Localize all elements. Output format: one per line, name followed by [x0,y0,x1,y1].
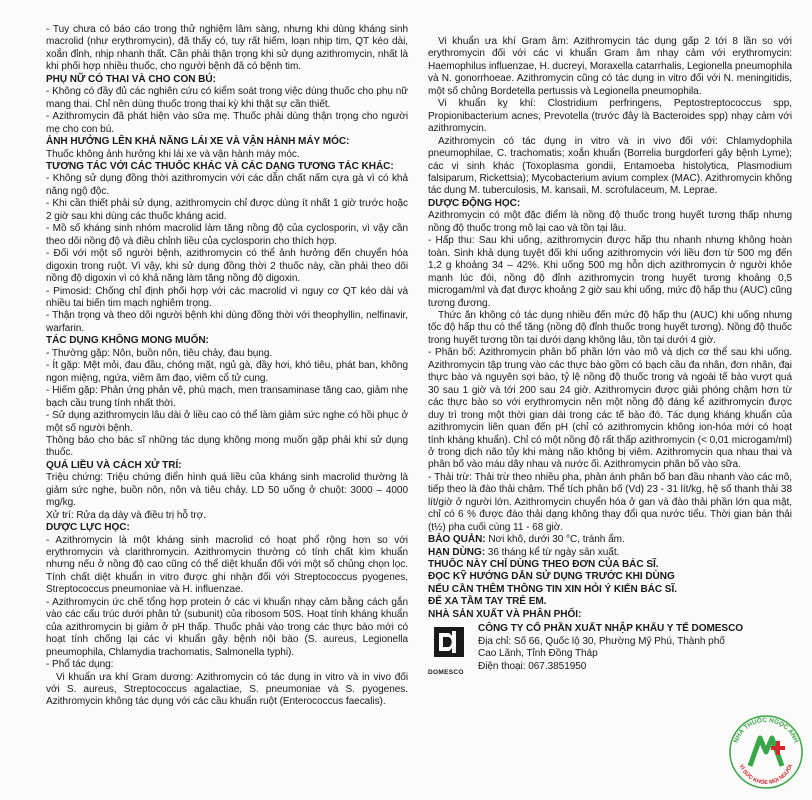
section-heading: TÁC DỤNG KHÔNG MONG MUỐN: [46,335,209,347]
body-paragraph: Thuốc không ảnh hưởng khi lái xe và vận hành máy móc. [46,148,300,160]
line-text: Nơi khô, dưới 30 °C, tránh ẩm. [485,534,625,546]
body-paragraph: - Không có đầy đủ các nghiên cứu có kiểm soát trong việc dùng thuốc cho phụ nữ mang thai. Chỉ nên dùng thuốc trong thai kỳ khi thật sự cần thiết. [46,86,408,110]
section-heading: NẾU CẦN THÊM THÔNG TIN XIN HỎI Ý KIẾN BÁC SĨ. [428,583,677,595]
section-heading: DƯỢC ĐỘNG HỌC: [428,197,521,209]
labeled-line [428,534,792,546]
body-paragraph: - Không sử dụng đồng thời azithromycin với các dẫn chất nấm cựa gà vì có khả năng ngộ độc. [46,173,408,197]
section-heading: NHÀ SẢN XUẤT VÀ PHÂN PHỐI: [428,608,582,620]
body-paragraph: - Hấp thu: Sau khi uống, azithromycin được hấp thu nhanh nhưng không hoàn toàn. Sinh khả dụng tuyệt đối khi uống azithromycin với liều đơn từ 500 mg đến 1,2 g khoảng 34 – 42%. Khi uống 500 mg hỗn dịch azithromycin ở người khỏe mạnh lúc đói, nồng độ đỉnh azithromycin trong huyết tương khoảng 0,5 microgam/ml và đạt được khoảng 2 giờ sau khi uống, mức độ hấp thu (AUC) cũng tương đương. [428,235,792,309]
right-column [428,36,792,687]
body-paragraph: Xử trí: Rửa dạ dày và điều trị hỗ trợ. [46,509,206,521]
body-paragraph: - Azithromycin đã phát hiện vào sữa mẹ. Thuốc phải dùng thận trọng cho người mẹ cho con bú. [46,111,408,135]
body-paragraph: Vi khuẩn ưa khí Gram dương: Azithromycin có tác dụng in vitro và in vivo đối với S. aureus, Streptococcus agalactiae, S. pneumoniae và S. pyogenes. Azithromycin không tác dụng với các cầu khuẩn ruột (Enterococcus faecalis). [46,671,408,708]
section-heading: THUỐC NÀY CHỈ DÙNG THEO ĐƠN CỦA BÁC SĨ. [428,559,659,571]
body-paragraph: Thông báo cho bác sĩ những tác dụng không mong muốn gặp phải khi sử dụng thuốc. [46,434,408,459]
line-label: HẠN DÙNG: [428,546,486,558]
body-paragraph: - Phổ tác dụng: [46,659,114,671]
body-paragraph: - Pimosid: Chống chỉ định phối hợp với các macrolid vì nguy cơ QT kéo dài và nhiều tai biến tim mạch nghiêm trọng. [46,285,408,309]
company-name: CÔNG TY CỔ PHẦN XUẤT NHẬP KHẨU Y TẾ DOMESCO [478,623,744,635]
logo-caption: DOMESCO [428,669,464,677]
section-heading: DƯỢC LỰC HỌC: [46,522,130,534]
body-paragraph: Triệu chứng: Triệu chứng điển hình quá liều của kháng sinh macrolid thường là giảm sức nghe, buồn nôn, nôn và tiêu chảy. LD 50 uống ở chuột: 3000 – 4000 mg/kg. [46,472,408,509]
manufacturer-block [428,623,792,687]
body-paragraph: - Azithromycin ức chế tổng hợp protein ở các vi khuẩn nhạy cảm bằng cách gắn vào các cấu trúc dưới phân tử (subunit) của ribosom 50S. Hoạt tính kháng khuẩn của azithromycin bị giảm ở pH thấp. Thuốc phải vào trong các thực bào mới có hoạt tính chống lại các vi khuẩn gây bệnh nội bào (S. aureus, Legionella pneumophila, Chlamydia trachomatis, Salmonella typhi). [46,596,408,658]
section-heading: TƯƠNG TÁC VỚI CÁC THUỐC KHÁC VÀ CÁC DẠNG TƯƠNG TÁC KHÁC: [46,160,394,172]
body-paragraph: - Thường gặp: Nôn, buồn nôn, tiêu chảy, đau bụng. [46,347,273,359]
watermark-bottom-text: VÌ SỨC KHỎE MỌI NGƯỜI [737,763,795,787]
body-paragraph: Azithromycin có tác dụng in vitro và in vivo đối với: Chlamydophila pneumophilae, C. trachomatis; xoắn khuẩn (Borrelia burgdorferi gây bệnh Lyme); các vi sinh khác (Toxoplasma gondii, Entamoeba histolytica, Plasmodium falsiparum, Rickettsia); Mycobacterium avium complex (MAC). Azithromycin không tác dụng M. tuberculosis, M. kansaii, M. scrofulaceum, M. Leprae. [428,135,792,197]
body-paragraph: Vi khuẩn ưa khí Gram âm: Azithromycin tác dụng gấp 2 tới 8 lần so với erythromycin đối với các vi khuẩn Gram âm nhạy cảm với erythromycin: Haemophilus influenzae, H. ducreyi, Moraxella catarrhalis, Legionella pneumophila và N. gonorrhoeae. Azithromycin cũng có tác dụng in vitro đối với N. meningitidis, một số chủng Bordetella pertussis và Legionella pneumophila. [428,36,792,97]
section-heading: PHỤ NỮ CÓ THAI VÀ CHO CON BÚ: [46,73,216,85]
section-heading: ĐỂ XA TẦM TAY TRẺ EM. [428,596,547,608]
pharmacy-watermark-seal [726,712,806,792]
line-label: BẢO QUẢN: [428,534,486,546]
labeled-line [428,547,792,559]
body-paragraph: - Khi cần thiết phải sử dụng, azithromycin chỉ được dùng ít nhất 1 giờ trước hoặc 2 giờ sau khi dùng các thuốc kháng acid. [46,198,408,222]
body-paragraph: - Phân bố: Azithromycin phân bố phần lớn vào mô và dịch cơ thể sau khi uống. Azithromycin tập trung vào các thực bào gồm có bạch cầu đa nhân, đơn nhân, đại thực bào và nguyên sợi bào, tỷ lệ nồng độ thuốc trong và ngoài tế bào vượt quá 30 sau 1 giờ và tới 200 sau 24 giờ. Azithromycin được giải phóng chậm hơn từ các thực bào so với erythromycin nên một nồng độ đáng kể azithromycin được duy trì trong một thời gian dài trong các tế bào đó. Tác dụng kháng khuẩn của azithromycin liên quan đến pH (chỉ có azithromycin không ion-hóa mới có hoạt tính kháng khuẩn). Chỉ có một nồng độ rất thấp azithromycin (< 0,01 microgam/ml) ở trong dịch não tủy khi màng não không bị viêm. Azithromycin qua nhau thai và phân bố vào máu dây nhau và nước ối. Azithromycin phân bố vào sữa. [428,347,792,471]
body-paragraph: - Đối với một số người bệnh, azithromycin có thể ảnh hưởng đến chuyển hóa digoxin trong ruột. Vì vậy, khi sử dụng đồng thời 2 thuốc này, cần phải theo dõi nồng độ digoxin vì có khả năng làm tăng nồng độ digoxin. [46,248,408,285]
body-paragraph: - Thải trừ: Thải trừ theo nhiều pha, phản ánh phân bố ban đầu nhanh vào các mô, tiếp theo là đào thải chậm. Thể tích phân bố (Vd) 23 - 31 lít/kg, hệ số thanh thải 38 lít/giờ ở người lớn. Azithromycin chuyển hóa ở gan và đào thải phần lớn qua mật, chỉ có 6 % được đào thải dạng không thay đổi qua nước tiểu. Thời gian bán thải (t½) pha cuối cùng 11 - 68 giờ. [428,471,792,533]
watermark-top-text: NHÀ THUỐC NGỌC ANH [732,716,800,744]
company-address-line-2: Cao Lãnh, Tỉnh Đồng Tháp [478,648,598,660]
body-paragraph: - Sử dụng azithromycin lâu dài ở liều cao có thể làm giảm sức nghe có hồi phục ở một số người bệnh. [46,410,408,434]
section-heading: ẢNH HƯỞNG LÊN KHẢ NĂNG LÁI XE VÀ VẬN HÀNH MÁY MÓC: [46,136,350,148]
body-paragraph: - Tuy chưa có báo cáo trong thử nghiệm lâm sàng, nhưng khi dùng kháng sinh macrolid (như erythromycin), đã thấy có, tuy rất hiếm, loạn nhịp tim, QT kéo dài, xoắn đỉnh, nhịp nhanh thất. Cần phải thận trọng khi sử dụng azithromycin, nhất là khi phối hợp nhiều thuốc, cho người bệnh đã có bệnh tim. [46,24,408,73]
body-paragraph: Vi khuẩn kỵ khí: Clostridium perfringens, Peptostreptococcus spp, Propionibacterium acnes, Prevotella (trước đây là Bacteroides spp) nhạy cảm với azithromycin. [428,98,792,135]
body-paragraph: - Azithromycin là một kháng sinh macrolid có hoạt phổ rộng hơn so với erythromycin và clarithromycin. Azithromycin thường có tính chất kìm khuẩn nhưng nếu ở nồng độ cao cũng có thể diệt khuẩn đối với một số chủng chọn lọc. Tính chất diệt khuẩn in vitro được ghi nhận đối với Streptococcus pyogenes, Streptococcus pneumoniae và H. influenzae. [46,534,408,596]
svg-text:NHÀ THUỐC NGỌC ANH [733,714,800,744]
left-column [46,24,408,709]
company-address-line-1: Địa chỉ: Số 66, Quốc lộ 30, Phường Mỹ Phú, Thành phố [478,635,725,647]
line-text: 36 tháng kể từ ngày sản xuất. [485,546,620,558]
company-phone: Điện thoại: 067.3851950 [478,660,587,672]
body-paragraph: Azithromycin có một đặc điểm là nồng độ thuốc trong huyết tương thấp nhưng nồng độ thuốc trong mô lại cao và tồn tại lâu. [428,210,792,234]
section-heading: QUÁ LIỀU VÀ CÁCH XỬ TRÍ: [46,459,182,471]
body-paragraph: - Mồ số kháng sinh nhóm macrolid làm tăng nồng độ của cyclosporin, vì vậy cần theo dõi nồng độ và điều chỉnh liều của cyclosporin cho thích hợp. [46,223,408,247]
company-details [478,623,778,673]
body-paragraph: - Thận trọng và theo dõi người bệnh khi dùng đồng thời với theophyllin, nelfinavir, warfarin. [46,310,408,334]
body-paragraph: - Hiếm gặp: Phản ứng phản vệ, phù mạch, men transaminase tăng cao, giảm nhẹ bạch cầu trung tính nhất thời. [46,385,408,409]
body-paragraph: - Ít gặp: Mệt mỏi, đau đầu, chóng mặt, ngủ gà, đầy hơi, khó tiêu, phát ban, không ngon miệng, ngứa, viêm âm đạo, viêm cổ tử cung. [46,360,408,384]
section-heading: ĐỌC KỸ HƯỚNG DẪN SỬ DỤNG TRƯỚC KHI DÙNG [428,571,675,583]
body-paragraph: Thức ăn không có tác dụng nhiều đến mức độ hấp thu (AUC) khi uống nhưng tốc độ hấp thu có thể tăng (nồng độ đỉnh thuốc trong huyết tương). Nồng độ thuốc trong huyết tương tồn tại dưới dạng không lâu, tồn tại dưới 4 giờ. [428,309,792,346]
